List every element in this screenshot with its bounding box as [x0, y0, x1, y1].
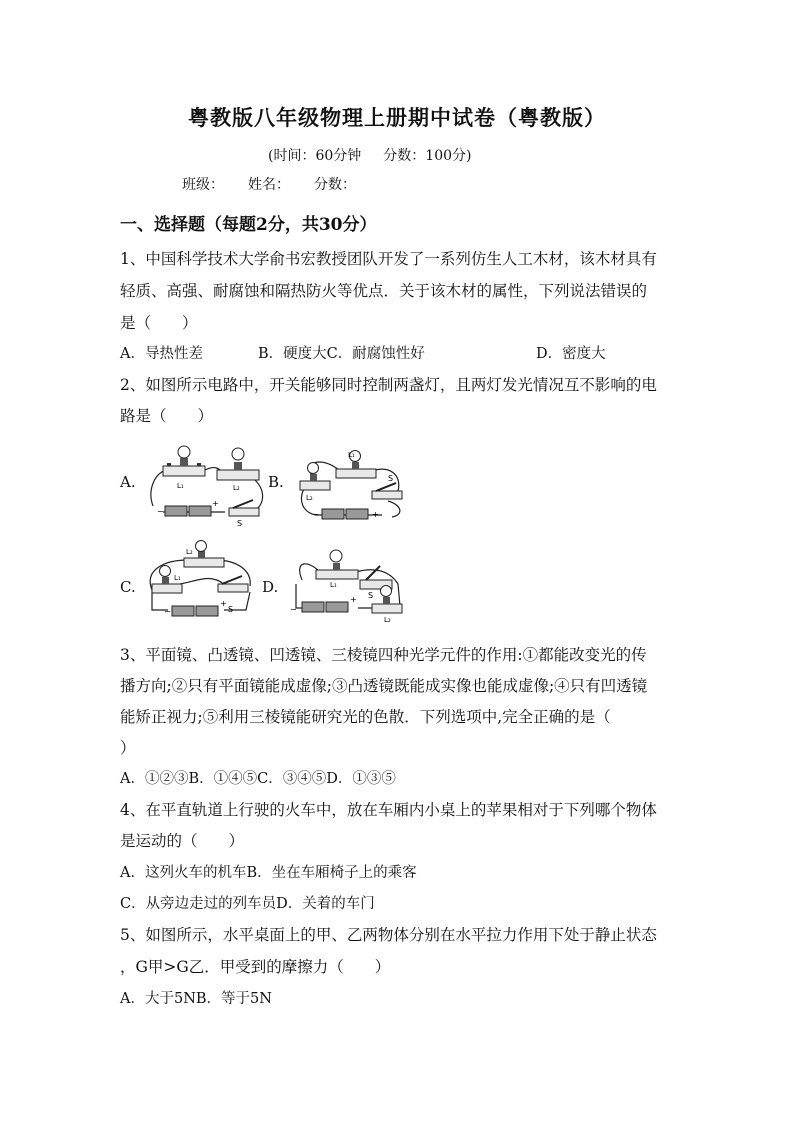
- l2-label: L₂: [186, 548, 193, 556]
- q1-option-d: D．密度大: [536, 346, 606, 362]
- circuit-diagram-a: [145, 440, 270, 530]
- s-label: S: [368, 591, 374, 600]
- plus-label: +: [220, 599, 227, 608]
- battery: [302, 602, 348, 612]
- q5-line1: 5、如图所示，水平桌面上的甲、乙两物体分别在水平拉力作用下处于静止状态: [120, 926, 657, 944]
- page-title: 粤教版八年级物理上册期中试卷（粤教版）: [188, 105, 606, 130]
- q1-option-bc: B．硬度大C．耐腐蚀性好: [258, 346, 425, 362]
- exam-score: 分数：100分): [383, 148, 472, 164]
- q5-options-ab: A．大于5NB．等于5N: [120, 991, 272, 1007]
- circuit-diagram-d: [288, 540, 413, 625]
- q2-label-d: D.: [262, 578, 279, 596]
- lamp-l1: [336, 451, 376, 479]
- lamp-l1: [316, 550, 358, 579]
- minus-label: −: [157, 507, 164, 516]
- circuit-diagram-b: [292, 445, 417, 530]
- q5-line2: ，G甲>G乙．甲受到的摩擦力（ ）: [120, 958, 391, 976]
- q1-line2: 轻质、高强、耐腐蚀和隔热防火等优点．关于该木材的属性，下列说法错误的: [120, 282, 648, 300]
- l1-label: L₁: [174, 574, 181, 582]
- s-label: S: [388, 474, 394, 483]
- student-info: [182, 174, 380, 194]
- s-label: S: [237, 519, 243, 528]
- lamp-l1: [163, 446, 205, 476]
- q2-line2: 路是（ ）: [120, 407, 214, 425]
- switch-s: [218, 576, 248, 592]
- minus-label: −: [164, 607, 171, 616]
- lamp-l2: [372, 586, 402, 614]
- l2-label: L₂: [306, 494, 313, 502]
- q4-line1: 4、在平直轨道上行驶的火车中，放在车厢内小桌上的苹果相对于下列哪个物体: [120, 801, 657, 819]
- q3-options: A．①②③B．①④⑤C．③④⑤D．①③⑤: [120, 771, 396, 787]
- q3-line4: ）: [120, 739, 136, 757]
- l1-label: L₁: [348, 451, 355, 459]
- q3-line2: 播方向;②只有平面镜能成虚像;③凸透镜既能成实像也能成虚像;④只有凹透镜: [120, 677, 648, 695]
- plus-label: +: [212, 499, 219, 508]
- battery: [322, 509, 368, 519]
- l2-label: L₂: [233, 484, 240, 492]
- score-label: 分数：: [314, 177, 356, 193]
- q3-line3: 能矫正视力;⑤利用三棱镜能研究光的色散．下列选项中,完全正确的是（: [120, 708, 611, 726]
- exam-time: (时间：60分钟: [268, 148, 362, 164]
- switch-s: [229, 500, 259, 516]
- l2-label: L₂: [384, 616, 391, 624]
- q4-options-cd: C．从旁边走过的列车员D．关着的车门: [120, 896, 375, 912]
- circuit-diagram-c: [140, 540, 265, 625]
- section-heading: 一、选择题（每题2分，共30分）: [120, 215, 377, 235]
- lamp-l2: [217, 448, 259, 480]
- q4-line2: 是运动的（ ）: [120, 832, 245, 850]
- l1-label: L₁: [177, 482, 184, 490]
- lamp-l2: [300, 463, 330, 491]
- s-label: S: [228, 605, 234, 614]
- exam-subtitle: [268, 145, 493, 165]
- battery: [165, 506, 211, 516]
- q2-line1: 2、如图所示电路中，开关能够同时控制两盏灯，且两灯发光情况互不影响的电: [120, 376, 657, 394]
- name-label: 姓名：: [248, 177, 290, 193]
- q4-options-ab: A．这列火车的机车B．坐在车厢椅子上的乘客: [120, 865, 417, 881]
- plus-label: +: [350, 595, 357, 604]
- q1-option-a: A．导热性差: [120, 346, 203, 362]
- q2-label-b: B.: [268, 473, 284, 491]
- l1-label: L₁: [330, 581, 337, 589]
- minus-label: −: [312, 510, 319, 519]
- q3-line1: 3、平面镜、凸透镜、凹透镜、三棱镜四种光学元件的作用:①都能改变光的传: [120, 646, 647, 664]
- minus-label: −: [290, 605, 297, 614]
- q2-label-a: A.: [120, 473, 136, 491]
- q2-label-c: C.: [120, 578, 136, 596]
- battery: [172, 606, 218, 616]
- switch-s: [372, 483, 402, 499]
- class-label: 班级：: [182, 177, 224, 193]
- q1-line3: 是（ ）: [120, 314, 198, 332]
- plus-label: +: [372, 510, 379, 519]
- q1-line1: 1、中国科学技术大学俞书宏教授团队开发了一系列仿生人工木材，该木材具有: [120, 250, 657, 268]
